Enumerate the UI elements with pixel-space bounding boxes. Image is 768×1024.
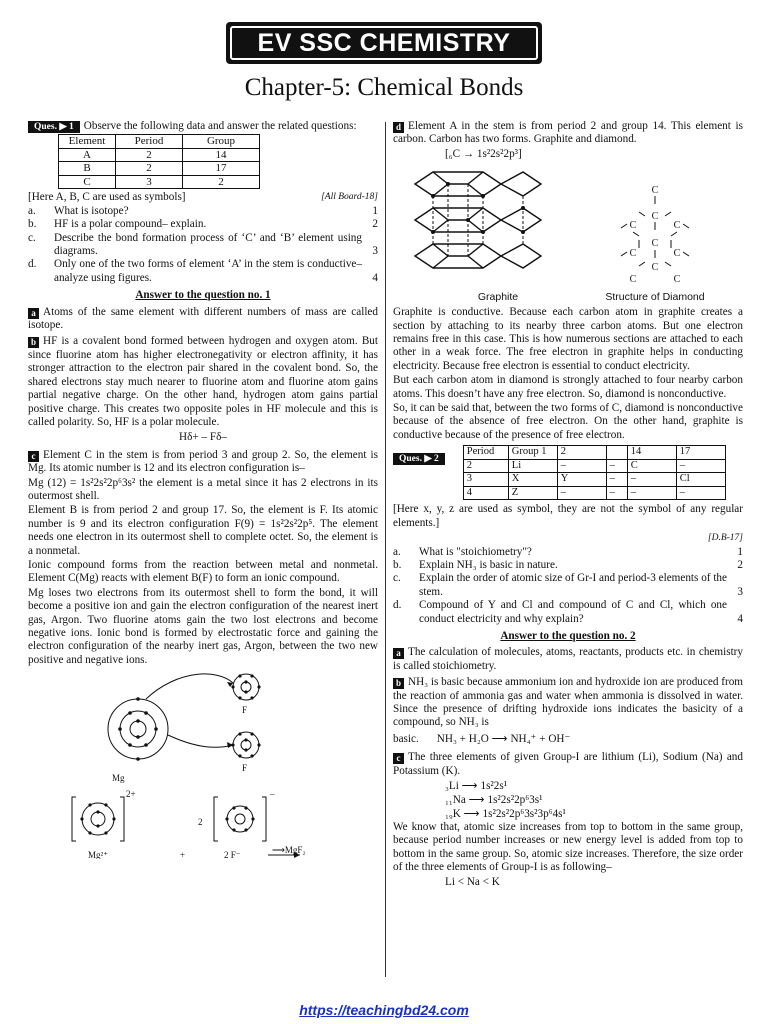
label-product: ⟶MgF₂ <box>272 845 306 856</box>
label-two-f: 2 F⁻ <box>224 850 241 860</box>
diamond-atom: C <box>673 220 681 232</box>
label-plus: + <box>180 850 186 860</box>
marker-c: c <box>393 753 404 764</box>
q1-intro: Ques. ▶ 1 Observe the following data and answer the related questions: <box>28 120 378 133</box>
question-item: b. HF is a polar compound– explain. 2 <box>28 218 378 231</box>
title-banner <box>226 22 542 64</box>
marker-b: b <box>28 337 39 348</box>
q1-source: [All Board-18] <box>321 192 378 203</box>
answer-c: c Element C in the stem is from period 3 and group 2. So, the element is Mg. Its atomic number is 12 and its electron configuration is– <box>28 448 378 475</box>
question-item: c. Explain the order of atomic size of Gr-I and period-3 elements of the stem. 3 <box>393 572 743 598</box>
answer-c-bond: Mg loses two electrons from its outermost shell to form the bond, it will become a positive ion and gain the electron configuration of the nearest inert gas, Argon. Two fluorine atoms gain the two lost electrons and become negative ions. Ionic bond is formed by electrostatic force and gaining the electron configuration of the nearby inert gas, Argon, between the two new positive and negative ions. <box>28 586 378 666</box>
answer-d-conclusion: So, it can be said that, between the two forms of C, diamond is nonconductive because of the absence of free electron. On the other hand, graphite is conductive because of the presence of free electron. <box>393 402 743 441</box>
answer-d-diamond: But each carbon atom in diamond is strongly attached to four nearby carbon atoms. This doesn’t have any free electron. So, diamond is nonconductive. <box>393 374 743 400</box>
banner-text: EV SSC CHEMISTRY <box>230 26 538 60</box>
marker-d: d <box>393 122 404 133</box>
answer-heading: Answer to the question no. 2 <box>500 629 636 642</box>
config-li: ₃Li ⟶ 1s²2s¹ <box>445 780 508 792</box>
q2-source: [D.B-17] <box>707 533 743 544</box>
footer-link[interactable]: https://teachingbd24.com <box>299 1002 469 1018</box>
label-coefficient: 2 <box>198 817 203 828</box>
marker-c: c <box>28 451 39 462</box>
answer-c-size: We know that, atomic size increases from top to bottom in the same group, because period number increases or new energy level is added from top to bottom in the same group. So, atomic size increases. Therefore, the size order of the three elements of Group-I is as following– <box>393 821 743 874</box>
mgf2-ionic-diagram <box>28 669 378 859</box>
answer-b: b HF is a covalent bond formed between hydrogen and oxygen atom. But since fluorine atom has higher electronegativity or electron affinity, it has stronger attraction to the electron pair shared in the covalent bond. So, the shared electrons stay much nearer to fluorine atom and fluorine atom gains partial negative charge. On the other hand, hydrogen atom gains partial positive charge. This creates two opposite poles in HF molecule and this is called polarity. So, HF is a polar molecule. <box>28 335 378 428</box>
answer-a: a Atoms of the same element with different numbers of mass are called isotope. <box>28 305 378 332</box>
answer-d-graphite: Graphite is conductive. Because each carbon atom in graphite creates a section by attaching to its nearby three carbon atoms. But one electron remains free in this case. This is how numerous sections are attached to each other in a weak force. The free electron in graphite helps in conducting electricity. Because free electron is essential to conduct electricity. <box>393 306 743 372</box>
table-header: Period <box>116 135 183 149</box>
answer-c-mg: Mg (12) = 1s²2s²2p⁶3s² the element is a metal since it has 2 electrons in its outermost shell. <box>28 476 378 502</box>
column-divider <box>385 122 386 977</box>
graphite-caption: Graphite <box>477 291 519 304</box>
answer-d: d Element A in the stem is from period 2 and group 14. This element is carbon. Carbon has two forms. Graphite and diamond. <box>393 120 743 146</box>
q2-tag: Ques. ▶ 2 <box>393 453 445 465</box>
marker-b: b <box>393 678 404 689</box>
q1-tag: Ques. ▶ 1 <box>28 121 80 133</box>
diamond-atom: C <box>629 220 637 232</box>
table-row: 3 X Y – – Cl <box>463 473 725 487</box>
table-row: 2 Li – – C – <box>463 459 725 473</box>
diamond-caption: Structure of Diamond <box>605 291 705 304</box>
question-item: d. Only one of the two forms of element ‘A’ in the stem is conductive– analyze using figures. 4 <box>28 258 378 284</box>
q1-note: [Here A, B, C are used as symbols] [All Board-18] <box>28 191 378 204</box>
carbon-allotropes-figure <box>393 162 743 304</box>
question-item: a. What is "stoichiometry"? 1 <box>393 545 743 558</box>
question-item: d. Compound of Y and Cl and compound of C and Cl, which one conduct electricity and why explain? 4 <box>393 599 743 625</box>
question-item: b. Explain NH₃ is basic in nature. 2 <box>393 558 743 571</box>
table-header: Group <box>183 135 260 149</box>
diamond-atom: C <box>651 211 659 223</box>
label-f-bottom: F <box>242 763 248 774</box>
question-item: a. What is isotope? 1 <box>28 204 378 217</box>
answer-c-f: Element B is from period 2 and group 17. So, the element is F. Its atomic number is 9 and its electron configuration F(9) = 1s²2s²2p⁵. The element needs one electron in its outermost shell to complete octet. So, the element is a nonmetal. <box>28 504 378 557</box>
config-na: ₁₁Na ⟶ 1s²2s²2p⁶3s¹ <box>445 794 543 806</box>
carbon-config: [₆C → 1s²2s²2p³] <box>445 147 522 160</box>
question-item: c. Describe the bond formation process of ‘C’ and ‘B’ element using diagrams. 3 <box>28 231 378 258</box>
marker-a: a <box>393 648 404 659</box>
diamond-atom: C <box>651 185 659 197</box>
answer-c: c The three elements of given Group-I are lithium (Li), Sodium (Na) and Potassium (K). <box>393 751 743 777</box>
nh3-equation: basic. NH₃ + H₂O ⟶ NH₄⁺ + OH⁻ <box>393 732 571 745</box>
hf-formula: Hδ+ – Fδ– <box>179 431 227 444</box>
table-header: Element <box>59 135 116 149</box>
diamond-atom: C <box>629 274 637 286</box>
q1-data-table <box>58 134 260 189</box>
diamond-atom: C <box>629 248 637 260</box>
diamond-atom: C <box>651 238 659 250</box>
marker-a: a <box>28 308 39 319</box>
table-row: 4 Z – – – – <box>463 486 725 500</box>
table-row: C 3 2 <box>59 175 260 189</box>
q2-header <box>393 445 743 500</box>
label-charge-pos: 2+ <box>126 789 136 800</box>
answer-a: a The calculation of molecules, atoms, reactants, products etc. in chemistry is called stoichiometry. <box>393 646 743 672</box>
table-row: B 2 17 <box>59 162 260 176</box>
size-order: Li < Na < K <box>445 875 500 888</box>
q2-periodic-table <box>463 445 726 500</box>
chapter-title: Chapter-5: Chemical Bonds <box>244 74 524 101</box>
diamond-atom: C <box>651 262 659 274</box>
right-column <box>393 120 743 890</box>
label-f-top: F <box>242 705 248 716</box>
left-column <box>28 120 378 859</box>
label-mg: Mg <box>112 773 125 784</box>
table-row: Period Group 1 2 14 17 <box>463 446 725 460</box>
answer-heading: Answer to the question no. 1 <box>135 289 271 302</box>
label-charge-neg: – <box>270 789 275 800</box>
label-mg-ion: Mg²⁺ <box>88 850 108 860</box>
q2-note: [Here x, y, z are used as symbol, they are not the symbol of any regular elements.] <box>393 503 743 529</box>
config-k: ₁₉K ⟶ 1s²2s²2p⁶3s²3p⁶4s¹ <box>445 808 566 820</box>
answer-c-ionic: Ionic compound forms from the reaction between metal and nonmetal. Element C(Mg) reacts with element B(F) to form an ionic compound. <box>28 558 378 585</box>
answer-b: b NH₃ is basic because ammonium ion and hydroxide ion are produced from the reaction of ammonia gas and water when ammonia is dissolved in water. Since the presence of drifting hydroxide ions indicates the basicity of a compound, so NH₃ is <box>393 676 743 729</box>
diamond-atom: C <box>673 248 681 260</box>
diamond-atom: C <box>673 274 681 286</box>
table-row: A 2 14 <box>59 148 260 162</box>
